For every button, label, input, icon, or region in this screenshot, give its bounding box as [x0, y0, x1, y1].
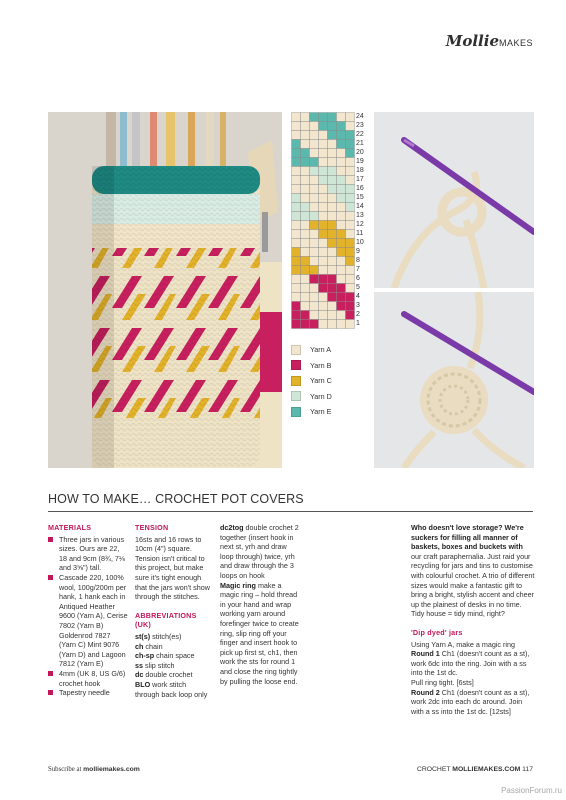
chart-row-label: 2 [356, 311, 360, 318]
chart-cell [319, 266, 328, 275]
round-1-tail: Pull ring tight. [6sts] [411, 677, 474, 687]
chart-row-label: 5 [356, 284, 360, 291]
chart-row-label: 20 [356, 149, 364, 156]
chart-cell [301, 158, 310, 167]
chart-cell [319, 221, 328, 230]
chart-cell [301, 194, 310, 203]
materials-column [48, 523, 128, 698]
colour-chart [291, 112, 355, 332]
chart-cell [337, 239, 346, 248]
chart-row-label: 8 [356, 257, 360, 264]
chart-row-label: 14 [356, 203, 364, 210]
chart-cell [292, 257, 301, 266]
chart-cell [319, 239, 328, 248]
chart-cell [337, 284, 346, 293]
chart-cell [319, 248, 328, 257]
brand-caps: MAKES [498, 38, 533, 48]
chart-legend [291, 342, 371, 420]
chart-row-label: 17 [356, 176, 364, 183]
chart-cell [301, 257, 310, 266]
chart-cell [319, 122, 328, 131]
swatch-yarn-a [291, 345, 301, 355]
magic-ring-entry: Magic ring make a magic ring – hold thread in your hand and wrap working yarn around forefinger twice to create ring, slip ring off your finger and insert hook to pick up first st, ch1, then work the sts for round 1 and close the ring tightly by pulling the loose end. [220, 580, 299, 686]
jar-photo [48, 112, 282, 468]
pattern-line: Using Yarn A, make a magic ring [411, 639, 515, 649]
chart-cell [292, 149, 301, 158]
chart-row-label: 18 [356, 167, 364, 174]
chart-cell [310, 140, 319, 149]
chart-cell [319, 176, 328, 185]
footer-subscribe: Subscribe at molliemakes.com [48, 766, 140, 773]
chart-cell [337, 194, 346, 203]
chart-row-label: 9 [356, 248, 360, 255]
chart-cell [328, 266, 337, 275]
chart-cell [292, 176, 301, 185]
chart-cell [301, 113, 310, 122]
chart-cell [310, 239, 319, 248]
chart-cell [319, 158, 328, 167]
chart-cell [346, 185, 355, 194]
chart-cell [346, 113, 355, 122]
chart-cell [301, 239, 310, 248]
chart-row-label: 22 [356, 131, 364, 138]
chart-cell [319, 230, 328, 239]
chart-cell [292, 122, 301, 131]
chart-cell [301, 266, 310, 275]
chart-cell [301, 131, 310, 140]
chart-cell [301, 167, 310, 176]
list-item: Cascade 220, 100% wool, 100g/200m per hank, 1 hank each in Antiqued Heather 9600 (Yarn A), Cerise 7802 (Yarn B) Goldenrod 7827 (Yarn C) Mint 9076 (Yarn D) and Lagoon 7812 (Yarn E) [48, 573, 128, 669]
step-photo-ring [374, 112, 534, 288]
swatch-yarn-b [291, 360, 301, 370]
chart-cell [301, 149, 310, 158]
pattern-title: 'Dip dyed' jars [411, 627, 463, 637]
abbreviations-title: ABBREVIATIONS (UK) [135, 610, 197, 630]
chart-cell [319, 185, 328, 194]
intro-column [411, 523, 535, 716]
chart-cell [319, 194, 328, 203]
chart-row-label: 15 [356, 194, 364, 201]
chart-cell [328, 185, 337, 194]
techniques-column [220, 523, 300, 686]
chart-cell [337, 140, 346, 149]
dc2tog-entry: dc2tog double crochet 2 together (insert hook in next st, yrh and draw loop through) twice, yrh and draw through the 3 loops on hook [220, 523, 299, 580]
chart-cell [301, 203, 310, 212]
chart-cell [346, 293, 355, 302]
chart-cell [292, 158, 301, 167]
chart-cell [346, 320, 355, 329]
chart-cell [310, 230, 319, 239]
abbrev-entry: st(s) stitch(es) [135, 631, 182, 641]
chart-cell [328, 230, 337, 239]
chart-cell [310, 212, 319, 221]
chart-cell [346, 194, 355, 203]
materials-title: MATERIALS [48, 523, 92, 532]
chart-cell [328, 113, 337, 122]
chart-cell [337, 203, 346, 212]
chart-cell [292, 131, 301, 140]
chart-cell [346, 212, 355, 221]
chart-cell [328, 131, 337, 140]
chart-cell [292, 266, 301, 275]
chart-cell [319, 320, 328, 329]
chart-cell [310, 320, 319, 329]
chart-cell [346, 284, 355, 293]
chart-cell [292, 320, 301, 329]
chart-cell [292, 239, 301, 248]
chart-cell [310, 275, 319, 284]
tension-title: TENSION [135, 523, 169, 532]
chart-cell [346, 266, 355, 275]
chart-cell [346, 167, 355, 176]
legend-item [291, 358, 371, 374]
chart-cell [346, 248, 355, 257]
chart-row-label: 10 [356, 239, 364, 246]
chart-cell [319, 311, 328, 320]
chart-cell [328, 167, 337, 176]
materials-list [48, 535, 128, 698]
chart-cell [301, 275, 310, 284]
chart-row-label: 19 [356, 158, 364, 165]
heading-rule [48, 511, 533, 512]
watermark: PassionForum.ru [501, 786, 562, 795]
chart-cell [319, 302, 328, 311]
chart-cell [292, 212, 301, 221]
chart-cell [310, 113, 319, 122]
chart-cell [346, 221, 355, 230]
chart-cell [310, 158, 319, 167]
chart-cell [346, 158, 355, 167]
chart-cell [310, 167, 319, 176]
footer-site-link[interactable]: molliemakes.com [83, 766, 140, 773]
chart-row-label: 3 [356, 302, 360, 309]
chart-cell [301, 248, 310, 257]
footer-folio: CROCHET MOLLIEMAKES.COM 117 [416, 766, 533, 773]
chart-cell [310, 311, 319, 320]
chart-cell [319, 284, 328, 293]
round-2: Round 2 Ch1 (doesn't count as a st), work 2dc into each dc around. Join with a ss into the 1st dc. [12sts] [411, 687, 530, 716]
chart-cell [328, 284, 337, 293]
chart-cell [292, 221, 301, 230]
round-1: Round 1 Ch1 (doesn't count as a st), work 6dc into the ring. Join with a ss into the 1st dc. [411, 649, 530, 678]
legend-item [291, 373, 371, 389]
chart-cell [346, 257, 355, 266]
chart-cell [328, 239, 337, 248]
chart-cell [337, 176, 346, 185]
chart-cell [319, 203, 328, 212]
tension-column [135, 523, 211, 699]
chart-row-label: 21 [356, 140, 364, 147]
page-number: 117 [522, 766, 533, 773]
chart-cell [346, 311, 355, 320]
chart-cell [346, 149, 355, 158]
chart-cell [337, 212, 346, 221]
chart-cell [337, 167, 346, 176]
abbrev-entry: BLO work stitch through back loop only [135, 679, 208, 699]
chart-cell [337, 293, 346, 302]
chart-cell [346, 140, 355, 149]
list-item: Three jars in various sizes. Ours are 22, 18 and 9cm (8¾, 7⅛ and 3⅝") tall. [48, 535, 128, 573]
swatch-yarn-c [291, 376, 301, 386]
chart-cell [292, 140, 301, 149]
legend-label: Yarn D [310, 391, 332, 401]
chart-cell [301, 230, 310, 239]
chart-cell [310, 248, 319, 257]
chart-cell [310, 302, 319, 311]
chart-row-label: 16 [356, 185, 364, 192]
chart-cell [301, 140, 310, 149]
chart-cell [328, 212, 337, 221]
chart-cell [346, 122, 355, 131]
chart-cell [328, 221, 337, 230]
chart-cell [319, 140, 328, 149]
chart-cell [310, 293, 319, 302]
chart-cell [319, 113, 328, 122]
list-item: Tapestry needle [48, 688, 128, 698]
chart-row-label: 4 [356, 293, 360, 300]
chart-cell [319, 257, 328, 266]
chart-cell [328, 275, 337, 284]
legend-item [291, 342, 371, 358]
chart-cell [337, 158, 346, 167]
chart-cell [319, 167, 328, 176]
section-heading: HOW TO MAKE… CROCHET POT COVERS [48, 492, 304, 506]
chart-cell [346, 230, 355, 239]
chart-cell [328, 320, 337, 329]
chart-cell [310, 194, 319, 203]
chart-cell [328, 248, 337, 257]
chart-cell [292, 230, 301, 239]
chart-cell [292, 248, 301, 257]
chart-cell [292, 284, 301, 293]
chart-cell [337, 248, 346, 257]
chart-cell [337, 320, 346, 329]
chart-row-label: 23 [356, 122, 364, 129]
chart-cell [301, 185, 310, 194]
chart-row-label: 11 [356, 230, 364, 237]
chart-cell [310, 176, 319, 185]
chart-row-label: 1 [356, 320, 360, 327]
abbrev-entry: ss slip stitch [135, 660, 175, 670]
legend-label: Yarn E [310, 407, 332, 417]
chart-cell [328, 140, 337, 149]
chart-row-label: 6 [356, 275, 360, 282]
chart-cell [337, 257, 346, 266]
chart-cell [328, 203, 337, 212]
chart-cell [328, 257, 337, 266]
chart-cell [319, 275, 328, 284]
brand-script: Mollie [445, 32, 499, 50]
chart-cell [319, 293, 328, 302]
chart-cell [292, 302, 301, 311]
legend-label: Yarn B [310, 360, 332, 370]
chart-cell [310, 122, 319, 131]
chart-cell [301, 320, 310, 329]
abbrev-entry: ch-sp chain space [135, 651, 195, 661]
step-photo-round [374, 292, 534, 468]
chart-cell [301, 293, 310, 302]
chart-cell [328, 158, 337, 167]
chart-cell [328, 194, 337, 203]
chart-cell [292, 113, 301, 122]
chart-cell [328, 311, 337, 320]
legend-item [291, 404, 371, 420]
swatch-yarn-e [291, 407, 301, 417]
chart-cell [292, 293, 301, 302]
chart-cell [346, 176, 355, 185]
chart-cell [346, 239, 355, 248]
chart-cell [337, 149, 346, 158]
chart-cell [337, 221, 346, 230]
legend-item [291, 389, 371, 405]
brand-logo [446, 32, 533, 50]
chart-row-label: 24 [356, 113, 364, 120]
chart-cell [328, 302, 337, 311]
chart-cell [301, 311, 310, 320]
chart-cell [328, 149, 337, 158]
chart-row-label: 12 [356, 221, 364, 228]
chart-cell [337, 302, 346, 311]
chart-row-label: 7 [356, 266, 360, 273]
intro-text: Who doesn't love storage? We're suckers for filling all manner of baskets, boxes and buckets with our craft paraphernalia. Just raid your recycling for jars and tins to customise with colourful crochet. A trio of different sizes would make a fantastic gift to bring a bright, stylish accent and cheer up the plainest of desks in no time. Tidy house = tidy mind, right? [411, 523, 535, 619]
chart-cell [337, 275, 346, 284]
chart-cell [292, 275, 301, 284]
chart-cell [337, 131, 346, 140]
chart-cell [319, 212, 328, 221]
chart-cell [337, 185, 346, 194]
chart-cell [310, 221, 319, 230]
chart-cell [301, 122, 310, 131]
chart-cell [292, 311, 301, 320]
chart-cell [310, 131, 319, 140]
chart-cell [301, 221, 310, 230]
chart-cell [292, 194, 301, 203]
chart-cell [319, 131, 328, 140]
chart-cell [301, 176, 310, 185]
chart-cell [310, 185, 319, 194]
chart-cell [310, 284, 319, 293]
chart-cell [337, 311, 346, 320]
chart-cell [301, 212, 310, 221]
chart-cell [337, 113, 346, 122]
chart-cell [301, 284, 310, 293]
chart-cell [346, 302, 355, 311]
chart-cell [292, 167, 301, 176]
chart-cell [337, 122, 346, 131]
legend-label: Yarn A [310, 345, 332, 355]
chart-cell [328, 176, 337, 185]
chart-cell [337, 230, 346, 239]
chart-cell [310, 257, 319, 266]
swatch-yarn-d [291, 391, 301, 401]
chart-cell [310, 149, 319, 158]
legend-label: Yarn C [310, 376, 332, 386]
chart-cell [310, 266, 319, 275]
chart-cell [301, 302, 310, 311]
chart-cell [310, 203, 319, 212]
chart-cell [319, 149, 328, 158]
chart-cell [337, 266, 346, 275]
chart-cell [292, 185, 301, 194]
chart-cell [328, 122, 337, 131]
tension-text: 16sts and 16 rows to 10cm (4") square. Tension isn't critical to this project, but make sure it's tight enough that the jars won't show through the stitches. [135, 534, 210, 602]
list-item: 4mm (UK 8, US G/6) crochet hook [48, 669, 128, 688]
chart-cell [346, 275, 355, 284]
chart-cell [346, 203, 355, 212]
abbrev-entry: ch chain [135, 641, 163, 651]
chart-cell [292, 203, 301, 212]
abbrev-entry: dc double crochet [135, 670, 193, 680]
chart-cell [328, 293, 337, 302]
chart-row-label: 13 [356, 212, 364, 219]
chart-cell [346, 131, 355, 140]
